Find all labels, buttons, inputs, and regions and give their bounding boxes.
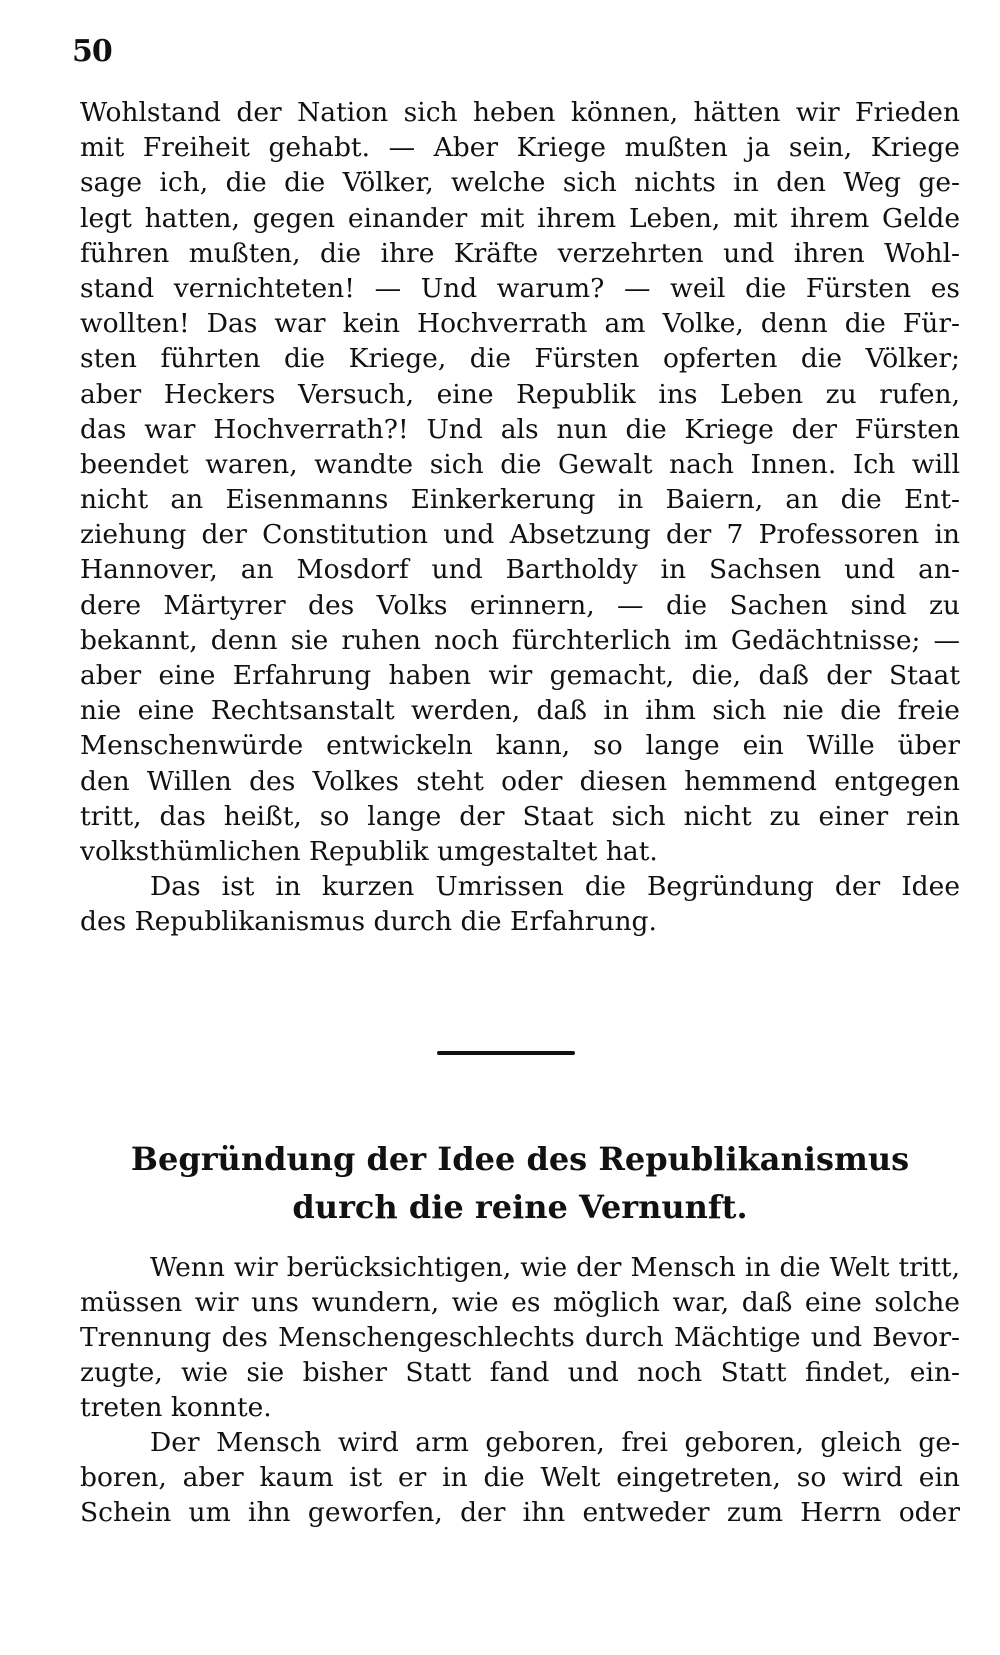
text-line: Der Mensch wird arm geboren, frei geboren, gleich ge- [150, 1427, 960, 1458]
text-line: aber eine Erfahrung haben wir gemacht, die, daß der Staat [80, 660, 960, 691]
text-line: treten konnte. [80, 1392, 272, 1423]
section-divider-rule [437, 1051, 575, 1055]
text-line: Trennung des Menschengeschlechts durch Mächtige und Bevor- [80, 1322, 960, 1353]
text-line: Das ist in kurzen Umrissen die Begründung der Idee [150, 871, 960, 903]
text-line: dere Märtyrer des Volks erinnern, — die Sachen sind zu [80, 589, 960, 621]
text-line: führen mußten, die ihre Kräfte verzehrten und ihren Wohl- [80, 237, 960, 269]
text-line: volksthümlichen Republik umgestaltet hat. [80, 835, 658, 867]
text-line: aber Heckers Versuch, eine Republik ins Leben zu rufen, [80, 378, 960, 410]
text-line: tritt, das heißt, so lange der Staat sich nicht zu einer rein [80, 800, 960, 832]
text-line: den Willen des Volkes steht oder diesen hemmend entgegen [80, 765, 960, 797]
text-line: Wohlstand der Nation sich heben können, hätten wir Frieden [80, 97, 960, 128]
text-line: des Republikanismus durch die Erfahrung. [80, 906, 657, 938]
page-number: 50 [72, 34, 112, 69]
text-line: legt hatten, gegen einander mit ihrem Leben, mit ihrem Gelde [80, 202, 960, 234]
text-line: müssen wir uns wundern, wie es möglich war, daß eine solche [80, 1287, 960, 1318]
body-text-section-1 [80, 95, 960, 940]
text-line: bekannt, denn sie ruhen noch fürchterlich im Gedächtnisse; — [80, 624, 960, 656]
text-line: mit Freiheit gehabt. — Aber Kriege mußten ja sein, Kriege [80, 132, 960, 164]
text-line: nicht an Eisenmanns Einkerkerung in Baiern, an die Ent- [80, 484, 960, 516]
text-line: Menschenwürde entwickeln kann, so lange ein Wille über [80, 730, 960, 762]
text-line: wollten! Das war kein Hochverrath am Volke, denn die Für- [80, 308, 960, 340]
body-text-section-2 [80, 1250, 960, 1530]
text-line: Hannover, an Mosdorf und Bartholdy in Sachsen und an- [80, 554, 960, 586]
section-heading [80, 1135, 960, 1231]
heading-line: durch die reine Vernunft. [292, 1188, 748, 1226]
text-line: das war Hochverrath?! Und als nun die Kriege der Fürsten [80, 413, 960, 445]
text-line: Schein um ihn geworfen, der ihn entweder zum Herrn oder [80, 1497, 960, 1528]
text-line: boren, aber kaum ist er in die Welt eingetreten, so wird ein [80, 1462, 960, 1493]
heading-line: Begründung der Idee des Republikanismus [130, 1140, 910, 1178]
text-line: beendet waren, wandte sich die Gewalt nach Innen. Ich will [80, 448, 960, 480]
text-line: sten führten die Kriege, die Fürsten opferten die Völker; [80, 343, 960, 375]
text-line: stand vernichteten! — Und warum? — weil die Fürsten es [80, 272, 960, 304]
text-line: nie eine Rechtsanstalt werden, daß in ihm sich nie die freie [80, 695, 960, 727]
text-line: Wenn wir berücksichtigen, wie der Mensch in die Welt tritt, [150, 1252, 960, 1283]
text-line: zugte, wie sie bisher Statt fand und noch Statt findet, ein- [80, 1357, 960, 1388]
text-line: ziehung der Constitution und Absetzung der 7 Professoren in [80, 519, 960, 551]
text-line: sage ich, die die Völker, welche sich nichts in den Weg ge- [80, 167, 960, 199]
